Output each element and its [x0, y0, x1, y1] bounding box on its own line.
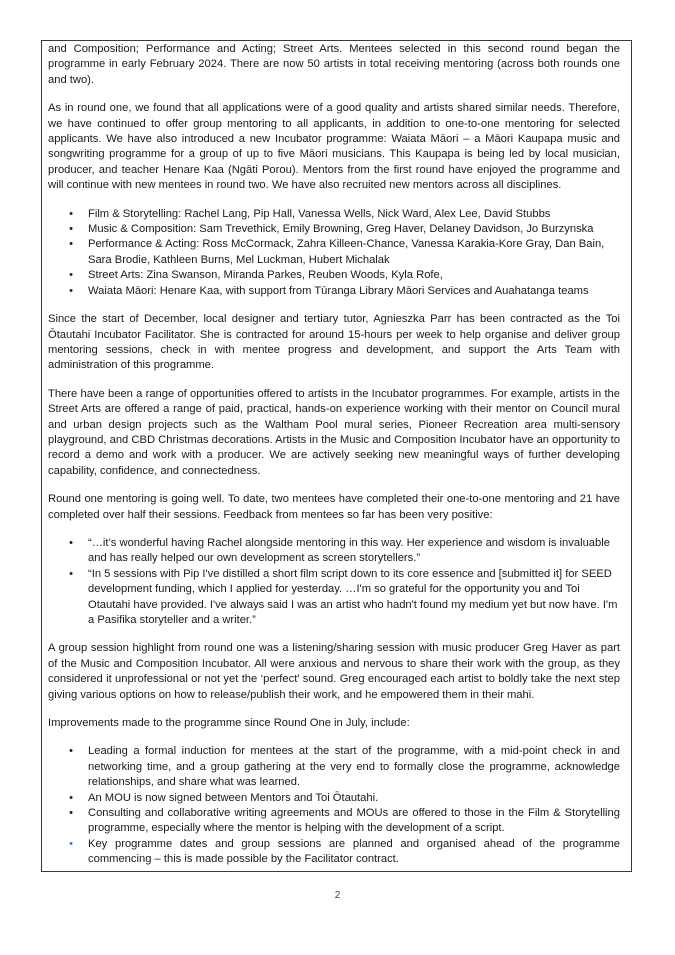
paragraph-improvements-intro: Improvements made to the programme since Round One in July, include: [48, 717, 410, 730]
page-number: 2 [334, 890, 341, 901]
paragraph-facilitator: Since the start of December, local designer and tertiary tutor, Agnieszka Parr has been contracted as the Toi Ōtautahi Incubator Facilitator. She is contracted for around 15-hours per week to help organise and deliver group mentoring sessions, check in with mentee progress and development, and support the Arts Team with administration of this programme. [48, 313, 620, 372]
paragraph-opportunities: There have been a range of opportunities offered to artists in the Incubator programmes. For example, artists in the Street Arts are offered a range of paid, practical, hands-on experience working with their mentor on Council mural and urban design projects such as the Waltham Pool mural series, Pioneer Recreation area multi-sensory playground, and CBD Christmas decorations. Artists in the Music and Composition Incubator have an opportunity to record a demo and work with a producer. We are actively seeking new meaningful ways of further developing capability, confidence, and connectedness. [48, 387, 620, 477]
paragraph-round-two: As in round one, we found that all applications were of a good quality and artists shared similar needs. Therefore, we have continued to offer group mentoring to all applicants, in addition to one-to-one mentoring for selected applicants. We have also introduced a new Incubator programme: Waiata Māori – a Māori Kaupapa music and songwriting programme for a group of up to five Māori musicians. This Kaupapa is being led by local musician, producer, and teacher Henare Kaa (Ngāti Porou). Mentors from the first round have enjoyed the programme and will continue with new mentees in round two. We have also recruited new mentors across all disciplines. [48, 102, 620, 192]
mentor-list [48, 207, 620, 299]
bullet-icon: • [69, 745, 73, 758]
paragraph-highlight: A group session highlight from round one was a listening/sharing session with music producer Greg Haver as part of the Music and Composition Incubator. All were anxious and nervous to share their work with the group, as they considered it unprofessional or not yet the ‘perfect’ sound. Greg encouraged each artist to boldly take the next step giving various options on how to release/publish their work, and he empowered them in their mahi. [48, 642, 620, 701]
bullet-icon: • [69, 536, 73, 549]
list-item: • Key programme dates and group sessions are planned and organised ahead of the programme commencing – this is made possible by the Facilitator contract. [88, 837, 620, 868]
document-body [48, 42, 620, 881]
paragraph-progress: Round one mentoring is going well. To date, two mentees have completed their one-to-one mentoring and 21 have completed over half their sessions. Feedback from mentees so far has been very positive: [48, 493, 620, 521]
list-item: • Film & Storytelling: Rachel Lang, Pip Hall, Vanessa Wells, Nick Ward, Alex Lee, David Stubbs [88, 207, 620, 222]
paragraph-intro: and Composition; Performance and Acting; Street Arts. Mentees selected in this second round began the programme in early February 2024. There are now 50 artists in total receiving mentoring (across both rounds one and two). [48, 43, 620, 86]
list-item: • “…it’s wonderful having Rachel alongside mentoring in this way. Her experience and wisdom is invaluable and has really helped our own development as screen storytellers.” [88, 536, 620, 567]
bullet-icon: • [69, 223, 73, 236]
list-item: • An MOU is now signed between Mentors and Toi Ōtautahi. [88, 791, 620, 806]
bullet-icon: • [69, 807, 73, 820]
list-item: • “In 5 sessions with Pip I've distilled a short film script down to its core essence and [submitted it] for SEED development funding, which I applied for yesterday. …I'm so grateful for the opportunity you and Toi Otautahi have provided. I've always said I was an artist who hadn't found my medium yet but now have. I'm a Pasifika storyteller and a writer.” [88, 567, 620, 629]
bullet-icon: • [69, 284, 73, 297]
bullet-icon: • [69, 238, 73, 251]
bullet-icon: • [69, 837, 73, 850]
bullet-icon: • [69, 791, 73, 804]
bullet-icon: • [69, 567, 73, 580]
list-item: • Leading a formal induction for mentees at the start of the programme, with a mid-point check in and networking time, and a group gathering at the very end to formally close the programme, acknowledge relationships, and share what was learned. [88, 744, 620, 790]
list-item: • Consulting and collaborative writing agreements and MOUs are offered to those in the Film & Storytelling programme, especially where the mentor is helping with the development of a script. [88, 806, 620, 837]
list-item: • Waiata Māori: Henare Kaa, with support from Tūranga Library Māori Services and Auahatanga teams [88, 284, 620, 299]
feedback-quote-list [48, 536, 620, 628]
improvements-list [48, 744, 620, 867]
bullet-icon: • [69, 269, 73, 282]
list-item: • Performance & Acting: Ross McCormack, Zahra Killeen-Chance, Vanessa Karakia-Kore Gray, Dan Bain, Sara Brodie, Kathleen Burns, Mel Luckman, Hubert Michalak [88, 237, 620, 268]
list-item: • Music & Composition: Sam Trevethick, Emily Browning, Greg Haver, Delaney Davidson, Jo Burzynska [88, 222, 620, 237]
bullet-icon: • [69, 207, 73, 220]
list-item: • Street Arts: Zina Swanson, Miranda Parkes, Reuben Woods, Kyla Rofe, [88, 268, 620, 283]
